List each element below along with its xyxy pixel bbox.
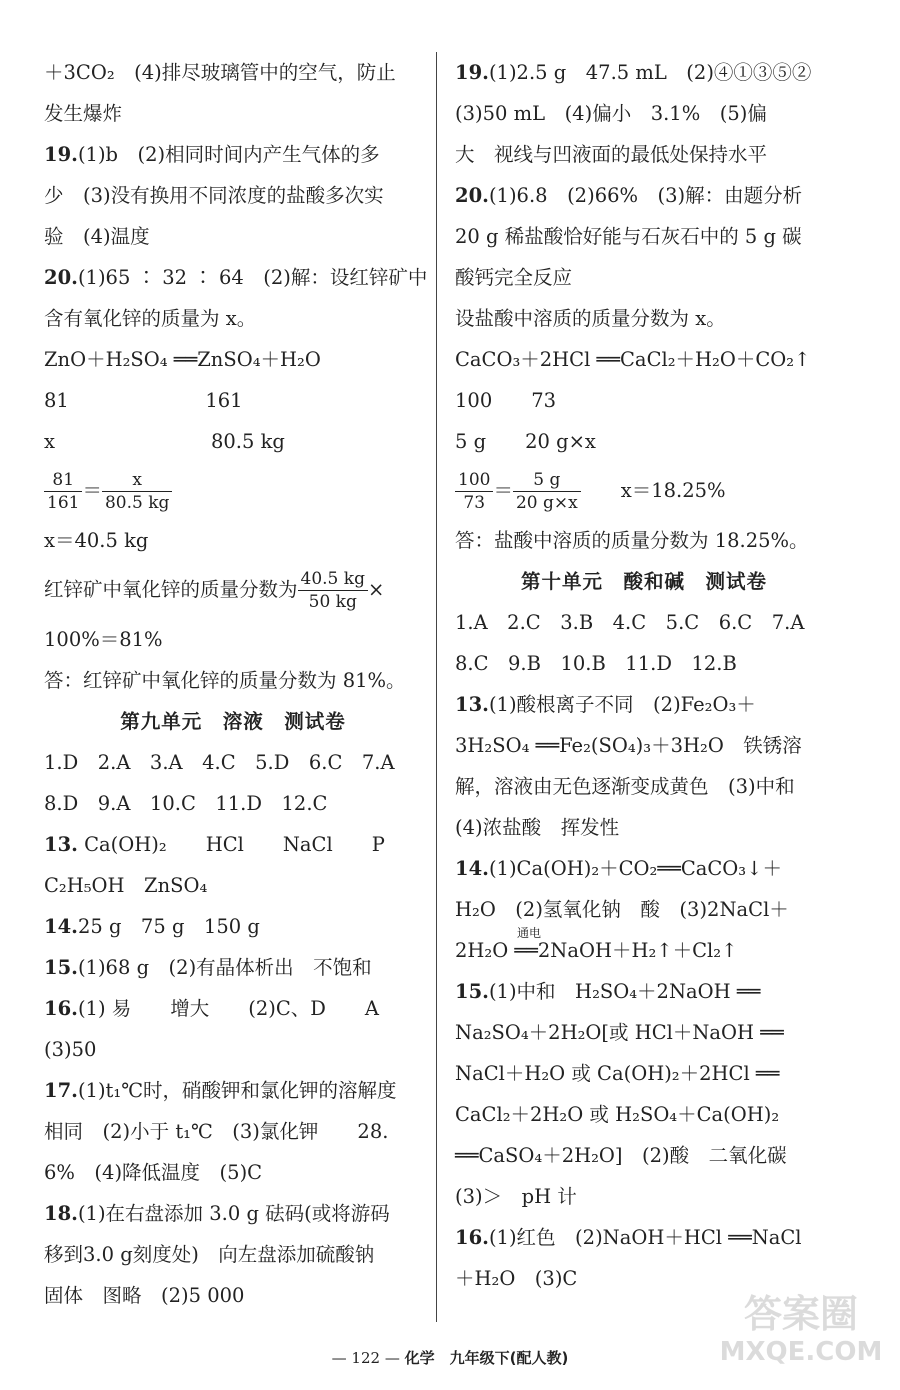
- answer-line: [455, 257, 833, 298]
- answer-text: 3H₂SO₄ ══Fe₂(SO₄)₃＋3H₂O 铁锈溶: [455, 734, 802, 757]
- answer-text: 81 161: [44, 389, 243, 412]
- answer-text: C₂H₅OH ZnSO₄: [44, 874, 208, 897]
- answer-line: [44, 93, 422, 134]
- answer-text: 相同 (2)小于 t₁℃ (3)氯化钾 28.: [44, 1120, 389, 1143]
- answer-text: 少 (3)没有换用不同浓度的盐酸多次实: [44, 184, 384, 207]
- answer-text: x＝40.5 kg: [44, 529, 149, 552]
- equation-line: $\frac{100}{73}$ ＝ $\frac{5 g}{20 g\times x}$ x＝18.25%: [455, 462, 833, 520]
- question-number: 14.: [44, 915, 78, 938]
- fraction-denominator: 50 kg: [308, 592, 357, 612]
- answer-line: [455, 807, 833, 848]
- answer-line: [455, 848, 833, 889]
- answer-line: [455, 1094, 833, 1135]
- answer-text: x 80.5 kg: [44, 430, 285, 453]
- answer-text: 8.D 9.A 10.C 11.D 12.C: [44, 792, 328, 815]
- equation-line: $\frac{81}{161}$ ＝ $\frac{x}{80.5 kg}$: [44, 462, 422, 520]
- answer-text: 酸钙完全反应: [455, 266, 573, 289]
- answer-line: [455, 520, 833, 561]
- answer-text: (1)6.8 (2)66% (3)解：由题分析: [488, 184, 803, 207]
- answer-line: [455, 380, 833, 421]
- answer-text: 25 g 75 g 150 g: [77, 915, 260, 938]
- section-heading: 第十单元 酸和碱 测试卷: [520, 570, 767, 593]
- fraction: [44, 469, 82, 514]
- answer-text: (1)t₁℃时，硝酸钾和氯化钾的溶解度: [77, 1079, 397, 1102]
- answer-line: [44, 1152, 422, 1193]
- fraction: [455, 469, 493, 514]
- answer-line: [455, 1053, 833, 1094]
- answer-text: ＋3CO₂ (4)排尽玻璃管中的空气，防止: [44, 61, 396, 84]
- answer-line: [455, 602, 833, 643]
- section-heading: 第九单元 溶液 测试卷: [120, 710, 346, 733]
- answer-line: [455, 684, 833, 725]
- answer-line: [455, 889, 833, 930]
- answer-line: [455, 52, 833, 93]
- answer-text: 大 视线与凹液面的最低处保持水平: [455, 143, 768, 166]
- answer-line: [455, 298, 833, 339]
- answer-line: [455, 93, 833, 134]
- answer-text: 设盐酸中溶质的质量分数为 x。: [455, 307, 726, 330]
- answer-text: 100 73: [455, 389, 557, 412]
- answer-line: [44, 906, 422, 947]
- answer-text: Na₂SO₄＋2H₂O[或 HCl＋NaOH ══: [455, 1021, 784, 1044]
- answer-line: [455, 1012, 833, 1053]
- question-number: 20.: [455, 184, 489, 207]
- question-number: 15.: [44, 956, 78, 979]
- answer-text: 8.C 9.B 10.B 11.D 12.B: [455, 652, 737, 675]
- answer-text: (1)2.5 g 47.5 mL (2)④①③⑤②: [488, 61, 812, 84]
- answer-text: (1)68 g (2)有晶体析出 不饱和: [77, 956, 372, 979]
- question-number: 14.: [455, 857, 489, 880]
- answer-text: Ca(OH)₂ HCl NaCl P: [77, 833, 385, 856]
- question-number: 13.: [455, 693, 489, 716]
- question-number: 16.: [455, 1226, 489, 1249]
- answer-text: ＋H₂O (3)C: [455, 1267, 578, 1290]
- answer-text: (1)65 ∶ 32 ∶ 64 (2)解：设红锌矿中: [77, 266, 428, 289]
- question-number: 17.: [44, 1079, 78, 1102]
- answer-text: 解，溶液由无色逐渐变成黄色 (3)中和: [455, 775, 795, 798]
- answer-text: 2H₂O ══2NaOH＋H₂↑＋Cl₂↑: [455, 939, 738, 962]
- question-number: 15.: [455, 980, 489, 1003]
- answer-line: [44, 1070, 422, 1111]
- watermark-text: 答案圈: [743, 1292, 859, 1336]
- equation-result: x＝18.25%: [620, 479, 726, 502]
- answer-line: [455, 216, 833, 257]
- fraction: [298, 568, 368, 613]
- answer-line: [44, 824, 422, 865]
- answer-text: (1)中和 H₂SO₄＋2NaOH ══: [488, 980, 761, 1003]
- answer-text: ══CaSO₄＋2H₂O] (2)酸 二氧化碳: [455, 1144, 787, 1167]
- answer-text: NaCl＋H₂O 或 Ca(OH)₂＋2HCl ══: [455, 1062, 780, 1085]
- equation-text: 红锌矿中氧化锌的质量分数为: [44, 578, 298, 601]
- answer-text: 验 (4)温度: [44, 225, 150, 248]
- question-number: 18.: [44, 1202, 78, 1225]
- answer-line: [44, 1234, 422, 1275]
- answer-text: (1)Ca(OH)₂＋CO₂══CaCO₃↓＋: [488, 857, 782, 880]
- answer-text: 1.A 2.C 3.B 4.C 5.C 6.C 7.A: [455, 611, 805, 634]
- fraction-numerator: 5 g: [513, 469, 581, 492]
- answer-line: [44, 134, 422, 175]
- answer-text: 100%＝81%: [44, 628, 163, 651]
- reaction-condition: 通电: [517, 926, 542, 940]
- answer-line: [44, 660, 422, 701]
- fraction-numerator: x: [102, 469, 172, 492]
- left-column: [44, 52, 428, 1316]
- answer-text: H₂O (2)氢氧化钠 酸 (3)2NaCl＋: [455, 898, 789, 921]
- answer-text: (1)b (2)相同时间内产生气体的多: [77, 143, 380, 166]
- answer-text: (3)＞ pH 计: [455, 1185, 577, 1208]
- question-number: 13.: [44, 833, 78, 856]
- answer-line: [44, 988, 422, 1029]
- answer-text: 6% (4)降低温度 (5)C: [44, 1161, 263, 1184]
- answer-line: [44, 298, 422, 339]
- watermark-url: MXQE.COM: [719, 1337, 883, 1367]
- column-divider: [436, 52, 437, 1322]
- fraction-numerator: 40.5 kg: [298, 568, 368, 591]
- answer-line: [44, 865, 422, 906]
- fraction-numerator: 100: [455, 469, 493, 492]
- answer-line: [44, 52, 422, 93]
- answer-line: [44, 619, 422, 660]
- question-number: 19.: [455, 61, 489, 84]
- answer-line: [44, 1029, 422, 1070]
- answer-text: 固体 图略 (2)5 000: [44, 1284, 245, 1307]
- answer-line: [44, 742, 422, 783]
- answer-line: [44, 1111, 422, 1152]
- answer-text: (3)50 mL (4)偏小 3.1% (5)偏: [455, 102, 767, 125]
- answer-text: 答：红锌矿中氧化锌的质量分数为 81%。: [44, 669, 406, 692]
- answer-text: 含有氧化锌的质量为 x。: [44, 307, 257, 330]
- answer-line: [44, 1275, 422, 1316]
- answer-line: [44, 1193, 422, 1234]
- answer-text: ZnO＋H₂SO₄ ══ZnSO₄＋H₂O: [44, 348, 321, 371]
- answer-text: 移到3.0 g刻度处) 向左盘添加硫酸钠: [44, 1243, 375, 1266]
- fraction-denominator: 73: [463, 493, 486, 513]
- answer-text: (4)浓盐酸 挥发性: [455, 816, 620, 839]
- answer-line: [455, 971, 833, 1012]
- fraction: [513, 469, 581, 514]
- answer-text: 发生爆炸: [44, 102, 123, 125]
- answer-line: [44, 257, 428, 298]
- subject-label: 化学 九年级下(配人教): [404, 1349, 569, 1367]
- question-number: 16.: [44, 997, 78, 1020]
- answer-text: (1) 易 增大 (2)C、D A: [77, 997, 380, 1020]
- fraction-denominator: 80.5 kg: [104, 493, 170, 513]
- answer-text: 20 g 稀盐酸恰好能与石灰石中的 5 g 碳: [455, 225, 802, 248]
- answer-text: 5 g 20 g×x: [455, 430, 596, 453]
- answer-line: [455, 1217, 833, 1258]
- answer-line: [455, 175, 833, 216]
- equation-text: ×: [367, 578, 385, 601]
- question-number: 20.: [44, 266, 78, 289]
- right-column: [455, 52, 833, 1299]
- answer-text: (1)在右盘添加 3.0 g 砝码(或将游码: [77, 1202, 390, 1225]
- fraction-denominator: 20 g×x: [515, 493, 578, 513]
- answer-text: 1.D 2.A 3.A 4.C 5.D 6.C 7.A: [44, 751, 395, 774]
- answer-text: CaCO₃＋2HCl ══CaCl₂＋H₂O＋CO₂↑: [455, 348, 811, 371]
- answer-line: [44, 947, 422, 988]
- question-number: 19.: [44, 143, 78, 166]
- answer-line: [44, 380, 422, 421]
- fraction-numerator: 81: [44, 469, 82, 492]
- fraction: [102, 469, 172, 514]
- page-number: — 122 —: [331, 1349, 400, 1367]
- answer-text: 答：盐酸中溶质的质量分数为 18.25%。: [455, 529, 809, 552]
- answer-line: [455, 339, 833, 380]
- answer-text: (1)红色 (2)NaOH＋HCl ══NaCl: [488, 1226, 802, 1249]
- answer-line: [455, 766, 833, 807]
- answer-line: [44, 339, 422, 380]
- equation-line: [44, 561, 422, 619]
- answer-line: [455, 725, 833, 766]
- answer-line: [44, 421, 422, 462]
- answer-line: [44, 216, 422, 257]
- answer-line: [455, 1135, 833, 1176]
- answer-line: [44, 783, 422, 824]
- answer-line: [455, 1176, 833, 1217]
- answer-line: [455, 643, 833, 684]
- answer-line: [44, 520, 422, 561]
- watermark-logo: [716, 1285, 886, 1370]
- answer-line: [455, 421, 833, 462]
- answer-line: [455, 134, 833, 175]
- answer-line: [455, 926, 833, 971]
- answer-text: (3)50: [44, 1038, 97, 1061]
- answer-line: [44, 175, 422, 216]
- answer-text: (1)酸根离子不同 (2)Fe₂O₃＋: [488, 693, 756, 716]
- fraction-denominator: 161: [47, 493, 80, 513]
- answer-text: CaCl₂＋2H₂O 或 H₂SO₄＋Ca(OH)₂: [455, 1103, 780, 1126]
